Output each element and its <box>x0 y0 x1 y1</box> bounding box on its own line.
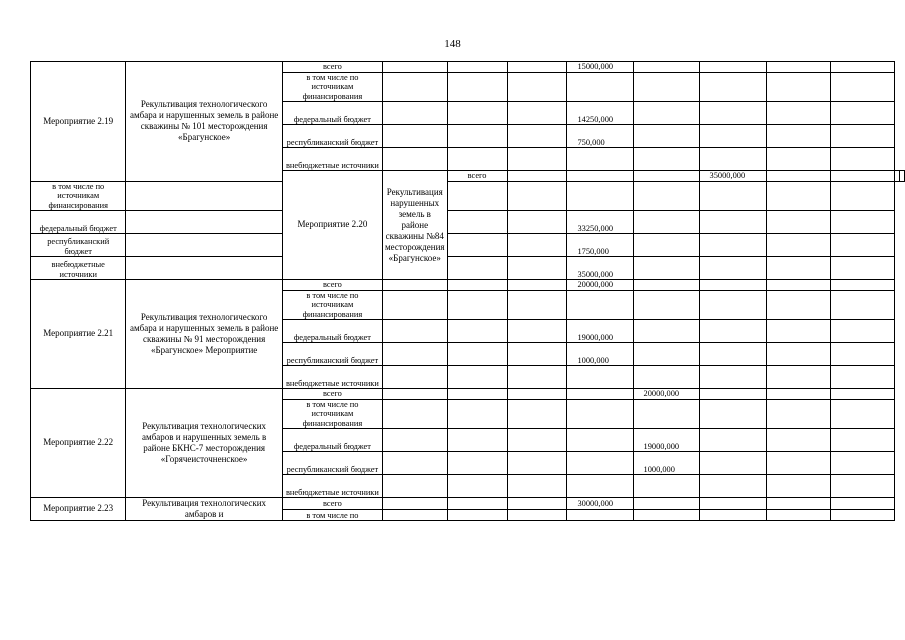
table-row <box>31 62 905 73</box>
source-label: внебюджетные источники <box>282 366 382 389</box>
table-row <box>31 389 905 400</box>
source-label: республиканский бюджет <box>31 234 126 257</box>
amount-cell: 35000,000 <box>699 171 766 182</box>
source-label: всего <box>282 62 382 73</box>
source-label: в том числе по источникам финансирования <box>31 181 126 211</box>
amount-cell <box>567 366 633 389</box>
amount-cell: 30000,000 <box>567 498 633 510</box>
amount-cell: 35000,000 <box>567 257 633 280</box>
table-row <box>31 234 905 257</box>
source-label: федеральный бюджет <box>31 211 126 234</box>
amount-cell: 1750,000 <box>567 234 633 257</box>
page-number: 148 <box>444 38 461 50</box>
amount-cell: 20000,000 <box>633 389 699 400</box>
measure-description: Рекультивация технологических амбаров и <box>126 498 282 521</box>
source-label: внебюджетные источники <box>282 148 382 171</box>
source-label: в том числе по источникам финансирования <box>282 290 382 320</box>
measure-name: Мероприятие 2.21 <box>31 280 126 389</box>
source-label: всего <box>282 389 382 400</box>
amount-cell: 19000,000 <box>633 429 699 452</box>
source-label: федеральный бюджет <box>282 429 382 452</box>
source-label: в том числе по <box>282 509 382 521</box>
table-row <box>31 211 905 234</box>
table-row <box>31 257 905 280</box>
amount-cell: 14250,000 <box>567 102 633 125</box>
source-label: федеральный бюджет <box>282 102 382 125</box>
amount-cell: 20000,000 <box>567 280 633 291</box>
measure-description: Рекультивация технологического амбара и нарушенных земель в районе скважины № 91 месторождения «Брагунское» Мероприятие <box>126 280 282 389</box>
measure-name: Мероприятие 2.23 <box>31 498 126 521</box>
source-label: в том числе по источникам финансирования <box>282 399 382 429</box>
measure-description: Рекультивация технологических амбаров и нарушенных земель в районе БКНС-7 месторождения «Горячеисточненское» <box>126 389 282 498</box>
measure-name: Мероприятие 2.22 <box>31 389 126 498</box>
source-label: внебюджетные источники <box>31 257 126 280</box>
measure-description: Рекультивация технологического амбара и нарушенных земель в районе скважины № 101 месторождения «Брагунское» <box>126 62 282 182</box>
source-label: республиканский бюджет <box>282 452 382 475</box>
measure-name: Мероприятие 2.19 <box>31 62 126 182</box>
amount-cell: 750,000 <box>567 125 633 148</box>
source-label: всего <box>282 498 382 510</box>
amount-cell: 1000,000 <box>567 343 633 366</box>
source-label: республиканский бюджет <box>282 343 382 366</box>
source-label: в том числе по источникам финансирования <box>282 72 382 102</box>
source-label: всего <box>447 171 507 182</box>
measure-name: Мероприятие 2.20 <box>282 171 382 280</box>
amount-cell: 19000,000 <box>567 320 633 343</box>
amount-cell: 15000,000 <box>567 62 633 73</box>
table-row <box>31 498 905 510</box>
table-row <box>31 280 905 291</box>
table-row <box>31 181 905 211</box>
amount-cell: 1000,000 <box>633 452 699 475</box>
source-label: федеральный бюджет <box>282 320 382 343</box>
budget-table <box>30 61 905 521</box>
measure-description: Рекультивация нарушенных земель в районе скважины №84 месторождения «Брагунское» <box>382 171 447 280</box>
amount-cell <box>567 148 633 171</box>
source-label: республиканский бюджет <box>282 125 382 148</box>
amount-cell: 33250,000 <box>567 211 633 234</box>
amount-cell <box>633 475 699 498</box>
source-label: всего <box>282 280 382 291</box>
source-label: внебюджетные источники <box>282 475 382 498</box>
